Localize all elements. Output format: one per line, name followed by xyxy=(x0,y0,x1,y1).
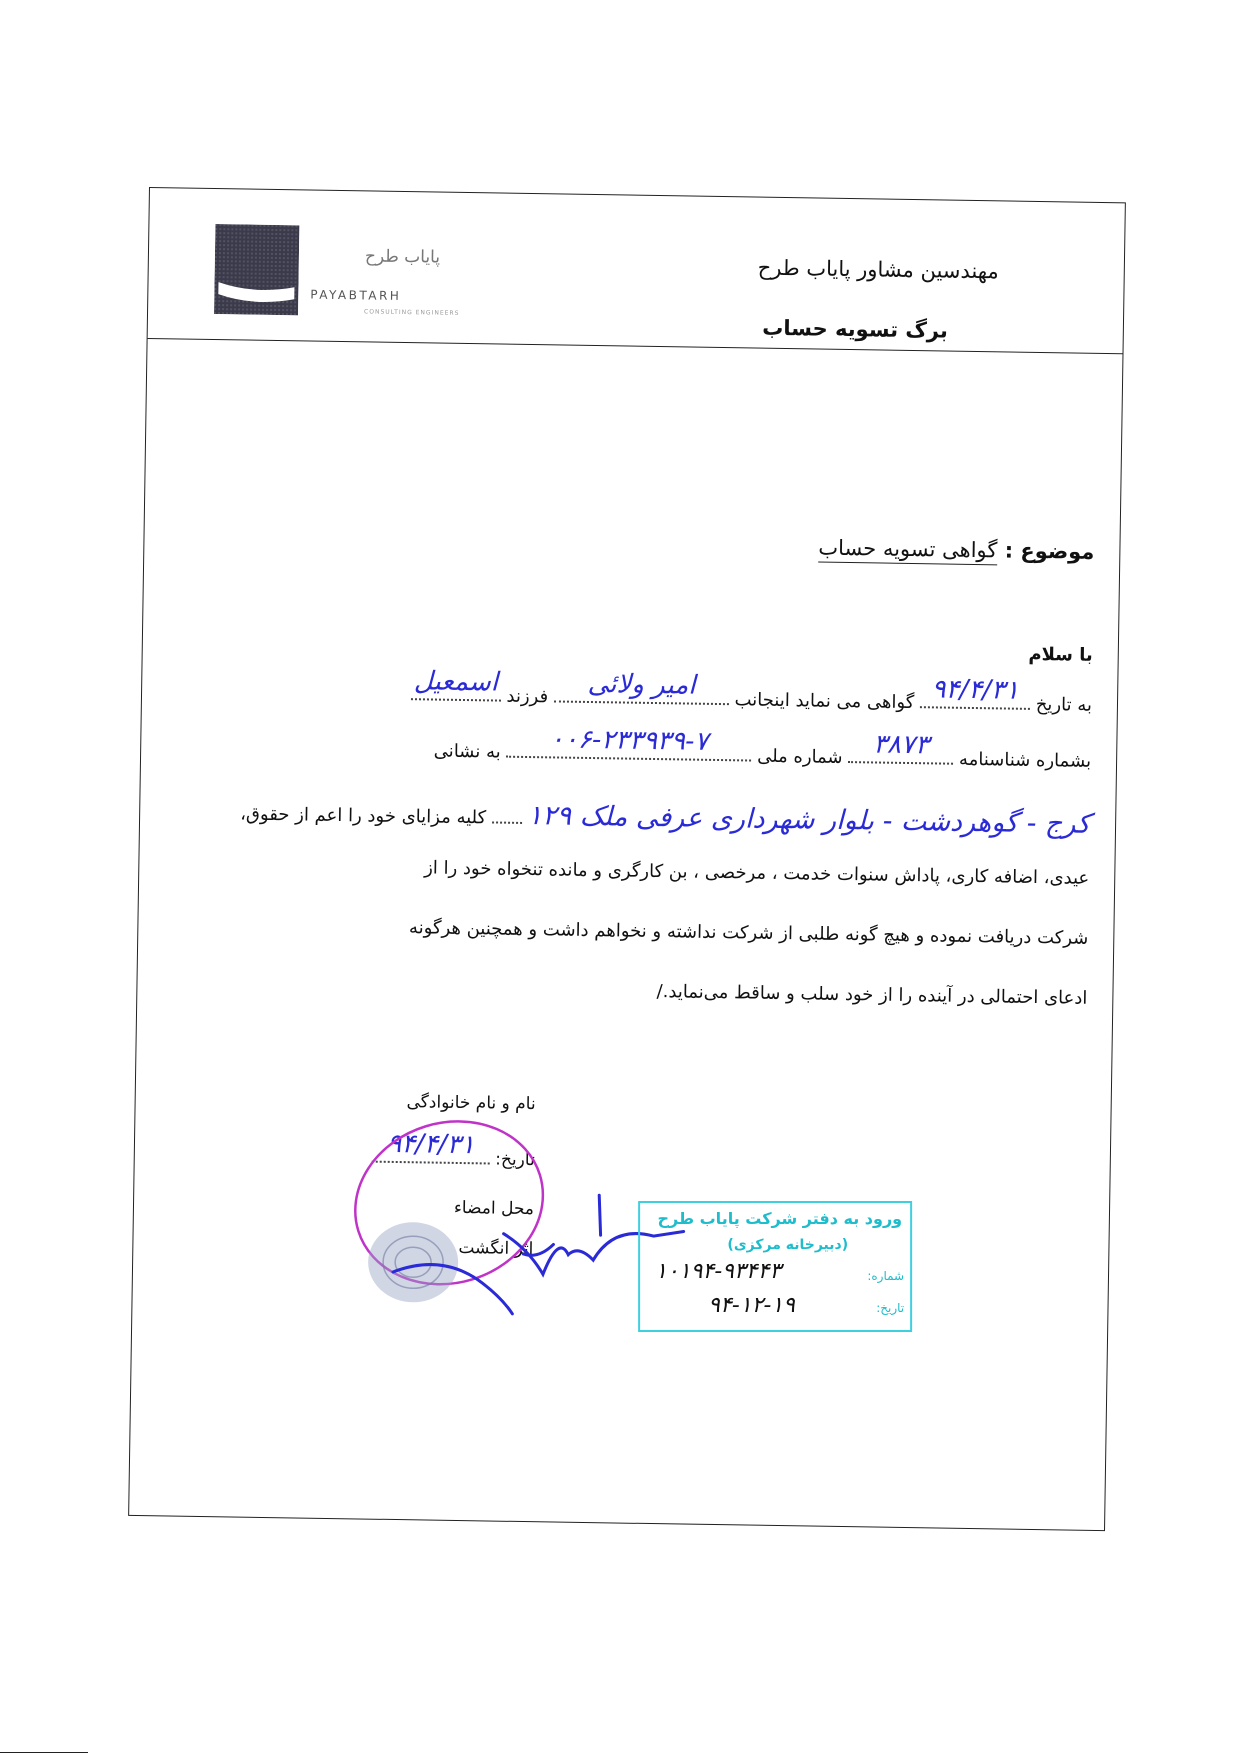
logo-name-fa: پایاب طرح xyxy=(364,246,441,268)
logo-subtitle: CONSULTING ENGINEERS xyxy=(364,308,460,317)
logo-emblem-icon xyxy=(214,224,299,315)
stamp-date-value: ۹۴-۱۲-۱۹ xyxy=(708,1292,795,1318)
handwritten-signature-date: ۹۴/۴/۳۱ xyxy=(387,1128,475,1161)
body-line-3 xyxy=(240,796,1090,840)
company-logo xyxy=(214,224,505,319)
form-header xyxy=(148,188,1125,354)
text-certifies: گواهی می نماید اینجانب xyxy=(734,689,915,714)
handwritten-national-id: ۰۰۶-۲۳۳۹۳۹-۷ xyxy=(549,724,709,757)
stamp-number-value: ۱۰۱۹۴-۹۳۴۴۳ xyxy=(655,1258,782,1284)
body-line-2 xyxy=(433,724,1092,772)
address-field-tail xyxy=(492,807,522,823)
text-id-number: بشماره شناسنامه xyxy=(958,748,1092,772)
subject-label: موضوع : xyxy=(1004,538,1095,564)
stamp-subtitle: (دبیرخانه مرکزی) xyxy=(727,1236,849,1253)
national-id-field xyxy=(506,724,751,762)
stamp-title: ورود به دفتر شرکت پایاب طرح xyxy=(657,1208,903,1228)
body-line-5: شرکت دریافت نموده و هیچ گونه طلبی از شرکت نداشته و نخواهم داشت و همچنین هرگونه xyxy=(408,917,1089,949)
id-number-field xyxy=(848,729,953,765)
body-line-4: عیدی، اضافه کاری، پاداش سنوات خدمت ، مرخصی ، بن کارگری و مانده تنخواه خود را از xyxy=(423,857,1090,889)
stamp-date-label: تاریخ: xyxy=(876,1300,905,1315)
company-name: مهندسین مشاور پایاب طرح xyxy=(757,255,999,284)
text-address: به نشانی xyxy=(433,740,501,763)
handwritten-date: ۹۴/۴/۳۱ xyxy=(931,674,1020,706)
handwritten-address: کرج - گوهردشت - بلوار شهرداری عرفی ملک ۱۲۹ xyxy=(527,800,1091,840)
form-title: برگ تسویه حساب xyxy=(762,315,949,343)
signature-date-label: تاریخ: xyxy=(495,1149,535,1171)
date-field xyxy=(920,674,1030,710)
handwritten-id-number: ۳۸۷۳ xyxy=(872,729,930,761)
name-field xyxy=(554,668,729,705)
registration-stamp xyxy=(638,1201,912,1332)
handwritten-father-name: اسمعیل xyxy=(413,666,499,698)
handwritten-name: امیر ولائی xyxy=(587,668,696,701)
body-line-6: ادعای احتمالی در آینده را از خود سلب و ساقط می‌نماید./ xyxy=(656,981,1088,1009)
greeting: با سلام xyxy=(1028,643,1093,666)
body-line-1 xyxy=(411,666,1093,716)
subject-line xyxy=(818,536,1094,564)
stamp-number-label: شماره: xyxy=(867,1268,905,1283)
name-label: نام و نام خانوادگی xyxy=(406,1092,536,1115)
text-national-id: شماره ملی xyxy=(756,745,843,768)
sign-label: محل امضاء xyxy=(453,1197,535,1220)
father-name-field xyxy=(411,666,501,701)
text-date-prefix: به تاریخ xyxy=(1035,693,1093,716)
fingerprint-label: اثر انگشت xyxy=(458,1237,534,1260)
form-frame xyxy=(128,187,1126,1531)
text-child-of: فرزند xyxy=(506,685,549,708)
text-all-benefits: کلیه مزایای خود را اعم از حقوق، xyxy=(240,803,487,829)
subject-value: گواهی تسویه حساب xyxy=(818,536,997,566)
logo-name-en: PAYABTARH xyxy=(310,287,402,303)
